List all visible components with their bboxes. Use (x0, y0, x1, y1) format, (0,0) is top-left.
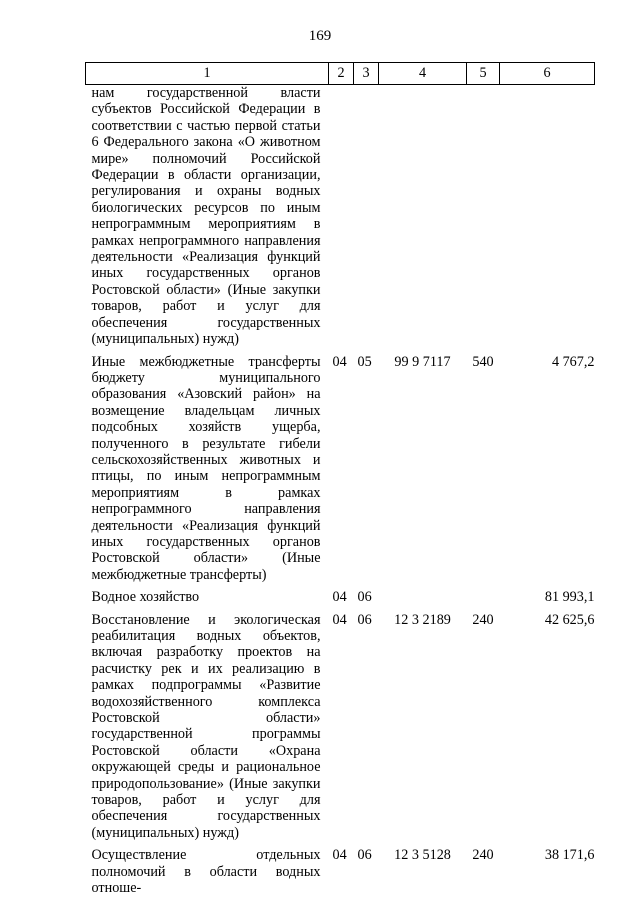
row-subsection: 05 (357, 353, 372, 370)
table-row (86, 847, 595, 896)
row-subsection: 06 (357, 589, 372, 606)
header-col-5: 5 (467, 63, 500, 85)
row-section: 04 (332, 847, 347, 864)
table-header (86, 63, 595, 85)
row-target-article (379, 589, 467, 605)
row-description: нам государственной власти субъектов Российской Федерации в соответствии с частью первой статьи 6 Федерального закона «О животном мире» полномочий Российской Федерации в области организации, регулирования и охраны водных биологических ресурсов по иным непрограммным мероприятиям в рамках непрограммного направления деятельности «Реализация функций иных государственных органов Ростовской области» (Иные закупки товаров, работ и услуг для обеспечения государственных (муниципальных) нужд) (91, 85, 321, 348)
row-description: Восстановление и экологическая реабилитация водных объектов, включая разработку проектов на расчистку рек и их реализацию в рамках подпрограммы «Развитие водохозяйственного комплекса Ростовской области» государственной программы Ростовской области «Охрана окружающей среды и рациональное природопользование» (Иные закупки товаров, работ и услуг для обеспечения государственных (муниципальных) нужд) (91, 611, 321, 841)
row-expense-type: 240 (472, 847, 494, 864)
table-row (86, 589, 595, 605)
page-number: 169 (308, 28, 332, 44)
row-amount: 81 993,1 (544, 589, 595, 606)
row-expense-type (467, 85, 500, 348)
header-col-4: 4 (379, 63, 467, 85)
row-expense-type: 540 (472, 353, 494, 370)
row-amount: 38 171,6 (544, 847, 595, 864)
row-expense-type: 240 (472, 611, 494, 628)
row-section: 04 (332, 611, 347, 628)
header-row (86, 63, 595, 85)
budget-table (85, 62, 595, 897)
row-section (329, 85, 354, 348)
table-body (86, 85, 595, 897)
row-description: Водное хозяйство (91, 589, 200, 606)
row-subsection (354, 85, 379, 348)
header-col-1: 1 (86, 63, 329, 85)
row-amount: 42 625,6 (544, 611, 595, 628)
row-subsection: 06 (357, 847, 372, 864)
row-amount: 4 767,2 (551, 353, 595, 370)
row-description: Иные межбюджетные трансферты бюджету муниципального образования «Азовский район» на возмещение владельцам личных подсобных хозяйств ущерба, полученного в результате гибели сельскохозяйственных животных и птицы, по иным непрограммным мероприятиям в рамках непрограммного направления деятельности «Реализация функций иных государственных органов Ростовской области» (Иные межбюджетные трансферты) (91, 353, 321, 583)
row-target-article: 12 3 5128 (394, 847, 451, 864)
row-section: 04 (332, 353, 347, 370)
table-row (86, 85, 595, 348)
table-row (86, 612, 595, 842)
row-target-article (379, 85, 467, 348)
row-subsection: 06 (357, 611, 372, 628)
header-col-6: 6 (500, 63, 595, 85)
row-section: 04 (332, 589, 347, 606)
row-target-article: 99 9 7117 (394, 353, 451, 370)
header-col-2: 2 (329, 63, 354, 85)
row-description: Осуществление отдельных полномочий в области водных отноше- (91, 847, 321, 897)
row-target-article: 12 3 2189 (394, 611, 451, 628)
table-row (86, 354, 595, 584)
row-expense-type (467, 589, 500, 605)
row-amount (500, 85, 595, 348)
header-col-3: 3 (354, 63, 379, 85)
